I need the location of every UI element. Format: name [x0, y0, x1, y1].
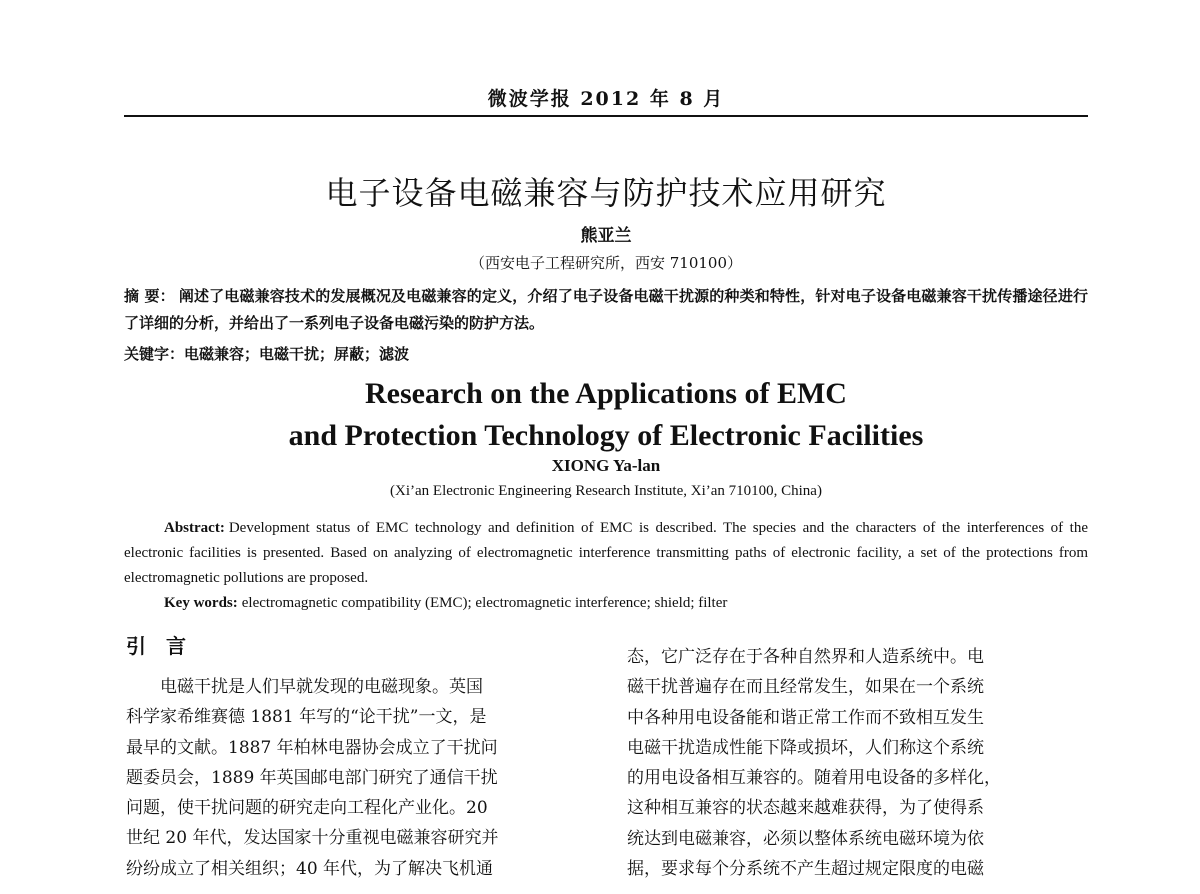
chinese-abstract [124, 283, 1088, 337]
english-affiliation: (Xi’an Electronic Engineering Research Institute, Xi’an 710100, China) [390, 483, 822, 499]
english-author: XIONG Ya-lan [551, 456, 661, 475]
english-keywords [164, 591, 1088, 616]
body-line: 世纪 20 年代，发达国家十分重视电磁兼容研究并 [126, 828, 499, 849]
body-line: 据，要求每个分系统不产生超过规定限度的电磁 [627, 859, 984, 880]
body-line: 这种相互兼容的状态越来越难获得，为了使得系 [627, 798, 984, 819]
body-line: 题委员会，1889 年英国邮电部门研究了通信干扰 [126, 767, 498, 788]
body-line: 电磁干扰造成性能下降或损坏，人们称这个系统 [627, 737, 984, 758]
english-abstract [124, 516, 1088, 591]
body-line: 中各种用电设备能和谐正常工作而不致相互发生 [627, 707, 984, 728]
english-keywords-text: electromagnetic compatibility (EMC); electromagnetic interference; shield; filter [241, 595, 728, 611]
english-title-line-2: and Protection Technology of Electronic Facilities [288, 419, 924, 452]
body-line: 统达到电磁兼容，必须以整体系统电磁环境为依 [627, 828, 984, 849]
body-line: 的用电设备相互兼容的。随着用电设备的多样化， [627, 768, 1001, 789]
english-title-line-1: Research on the Applications of EMC [365, 377, 847, 410]
english-abstract-text: Development status of EMC technology and definition of EMC is described. The species and the characters of the interferences of the electronic facilities is presented. Based on analyzing of electromagnetic interference transmitting paths of electronic facility, a set of the protections from electromagnetic pollutions are proposed. [124, 520, 1088, 586]
header-rule [124, 115, 1088, 117]
body-line: 纷纷成立了相关组织；40 年代，为了解决飞机通 [126, 858, 494, 879]
body-line: 科学家希维赛德 1881 年写的“论干扰”一文，是 [126, 707, 487, 728]
chinese-author: 熊亚兰 [580, 226, 632, 246]
body-right-column [627, 642, 1085, 884]
chinese-affiliation: （西安电子工程研究所，西安 710100） [469, 254, 743, 272]
body-line: 磁干扰普遍存在而且经常发生，如果在一个系统 [627, 677, 984, 698]
chinese-keywords [124, 341, 1088, 368]
chinese-keywords-text: 电磁兼容；电磁干扰；屏蔽；滤波 [184, 345, 410, 363]
english-title [124, 373, 1088, 457]
english-abstract-label: Abstract: [164, 520, 225, 536]
chinese-abstract-text: 阐述了电磁兼容技术的发展概况及电磁兼容的定义，介绍了电子设备电磁干扰源的种类和特性，针对电子设备电磁兼容干扰传播途径进行了详细的分析，并给出了一系列电子设备电磁污染的防护方法。 [124, 287, 1088, 332]
body-line: 电磁干扰是人们早就发现的电磁现象。英国 [160, 677, 483, 697]
running-head: 微波学报 2012 年 8 月 [487, 88, 725, 110]
chinese-abstract-label: 摘 要： [124, 287, 175, 305]
section-heading-introduction: 引言 [126, 634, 206, 658]
body-line: 态，它广泛存在于各种自然界和人造系统中。电 [627, 647, 984, 667]
chinese-title: 电子设备电磁兼容与防护技术应用研究 [325, 174, 887, 212]
chinese-keywords-label: 关键字： [124, 345, 185, 363]
english-keywords-label: Key words: [164, 595, 238, 611]
body-line: 问题，使干扰问题的研究走向工程化产业化。20 [126, 798, 488, 819]
body-line: 最早的文献。1887 年柏林电器协会成立了干扰问 [126, 737, 498, 758]
body-left-column [126, 672, 584, 884]
